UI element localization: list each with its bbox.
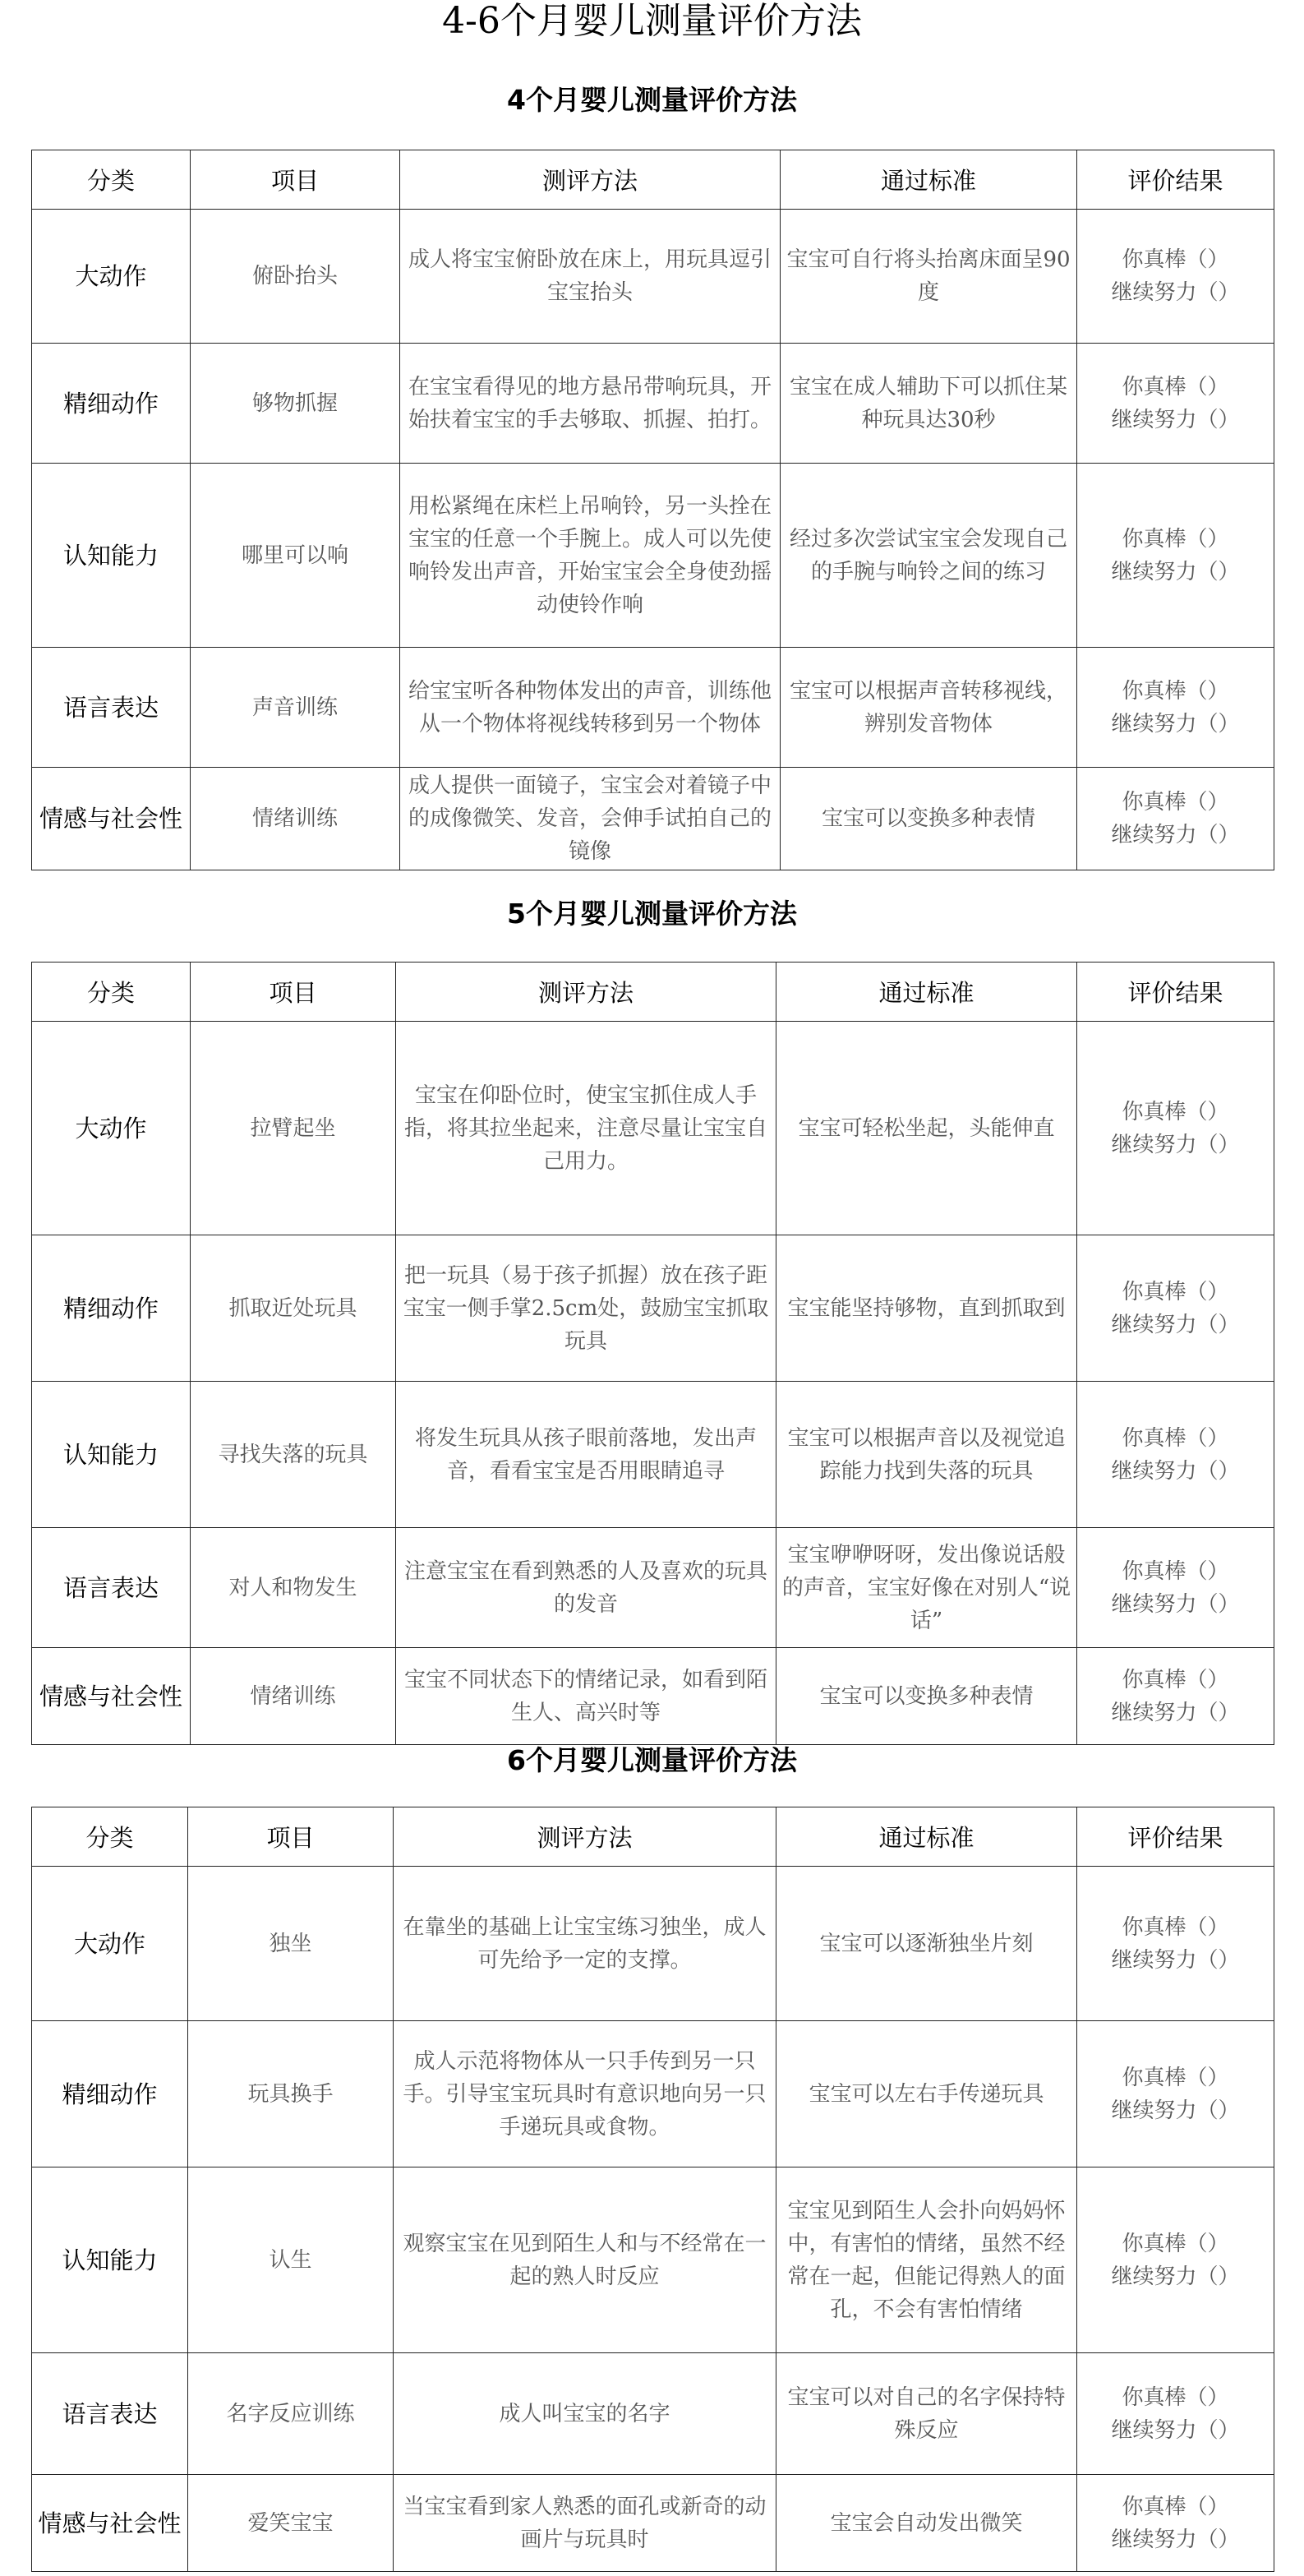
result-good-option: 你真棒（） [1122,2231,1229,2256]
result-cell [1077,2167,1274,2353]
standard-cell: 宝宝可以变换多种表情 [781,768,1077,870]
item-cell: 抓取近处玩具 [191,1235,396,1382]
method-cell: 成人示范将物体从一只手传到另一只手。引导宝宝玩具时有意识地向另一只手递玩具或食物。 [394,2021,776,2167]
header-item: 项目 [188,1807,394,1867]
result-good-option: 你真棒（） [1122,1667,1229,1692]
header-category: 分类 [32,150,191,210]
table-row [32,2353,1274,2475]
result-keep-option: 继续努力（） [1111,2417,1240,2443]
category-cell: 精细动作 [32,1235,191,1382]
category-cell: 精细动作 [32,2021,188,2167]
standard-cell: 宝宝可自行将头抬离床面呈90度 [781,210,1077,344]
item-cell: 名字反应训练 [188,2353,394,2475]
table-row [32,344,1274,464]
table-row [32,210,1274,344]
section-title-5-month: 5个月婴儿测量评价方法 [507,898,797,930]
document-title: 4-6个月婴儿测量评价方法 [442,0,862,42]
standard-cell: 宝宝可以对自己的名字保持特殊反应 [776,2353,1077,2475]
standard-cell: 宝宝能坚持够物，直到抓取到 [776,1235,1077,1382]
result-cell [1077,1235,1274,1382]
table-row [32,1382,1274,1528]
result-keep-option: 继续努力（） [1111,559,1240,584]
standard-cell: 宝宝可以根据声音转移视线，辨别发音物体 [781,648,1077,768]
result-keep-option: 继续努力（） [1111,1700,1240,1725]
result-keep-option: 继续努力（） [1111,1458,1240,1484]
table-header-row [32,963,1274,1022]
result-cell [1077,1382,1274,1528]
table-row [32,2167,1274,2353]
category-cell: 认知能力 [32,464,191,648]
category-cell: 语言表达 [32,2353,188,2475]
result-good-option: 你真棒（） [1122,2384,1229,2410]
result-good-option: 你真棒（） [1122,374,1229,399]
table-row [32,648,1274,768]
result-keep-option: 继续努力（） [1111,1312,1240,1337]
result-good-option: 你真棒（） [1122,2065,1229,2090]
header-method: 测评方法 [394,1807,776,1867]
result-keep-option: 继续努力（） [1111,2264,1240,2289]
result-good-option: 你真棒（） [1122,1279,1229,1304]
result-cell [1077,2475,1274,2572]
table-row [32,2021,1274,2167]
method-cell: 用松紧绳在床栏上吊响铃，另一头拴在宝宝的任意一个手腕上。成人可以先使响铃发出声音，开始宝宝会全身使劲摇动使铃作响 [400,464,781,648]
result-good-option: 你真棒（） [1122,790,1229,815]
header-result: 评价结果 [1077,963,1274,1022]
item-cell: 情绪训练 [191,768,400,870]
item-cell: 对人和物发生 [191,1528,396,1648]
section-title-4-month: 4个月婴儿测量评价方法 [507,84,797,116]
header-standard: 通过标准 [776,963,1077,1022]
category-cell: 情感与社会性 [32,768,191,870]
item-cell: 寻找失落的玩具 [191,1382,396,1528]
category-cell: 大动作 [32,1867,188,2021]
result-keep-option: 继续努力（） [1111,2527,1240,2552]
method-cell: 在靠坐的基础上让宝宝练习独坐，成人可先给予一定的支撑。 [394,1867,776,2021]
header-result: 评价结果 [1077,150,1274,210]
header-item: 项目 [191,150,400,210]
header-category: 分类 [32,1807,188,1867]
result-good-option: 你真棒（） [1122,1425,1229,1451]
result-good-option: 你真棒（） [1122,1099,1229,1124]
result-cell [1077,768,1274,870]
item-cell: 玩具换手 [188,2021,394,2167]
category-cell: 情感与社会性 [32,1648,191,1745]
standard-cell: 宝宝可以左右手传递玩具 [776,2021,1077,2167]
method-cell: 给宝宝听各种物体发出的声音，训练他从一个物体将视线转移到另一个物体 [400,648,781,768]
evaluation-table-6-month [31,1807,1274,2572]
method-cell: 把一玩具（易于孩子抓握）放在孩子距宝宝一侧手掌2.5cm处，鼓励宝宝抓取玩具 [396,1235,776,1382]
category-cell: 认知能力 [32,2167,188,2353]
standard-cell: 经过多次尝试宝宝会发现自己的手腕与响铃之间的练习 [781,464,1077,648]
method-cell: 宝宝在仰卧位时，使宝宝抓住成人手指，将其拉坐起来，注意尽量让宝宝自己用力。 [396,1022,776,1235]
category-cell: 大动作 [32,1022,191,1235]
result-cell [1077,1528,1274,1648]
method-cell: 在宝宝看得见的地方悬吊带响玩具，开始扶着宝宝的手去够取、抓握、拍打。 [400,344,781,464]
header-result: 评价结果 [1077,1807,1274,1867]
section-title-6-month: 6个月婴儿测量评价方法 [507,1744,797,1776]
table-row [32,1022,1274,1235]
result-cell [1077,1867,1274,2021]
table-row [32,1528,1274,1648]
result-good-option: 你真棒（） [1122,247,1229,272]
method-cell: 成人将宝宝俯卧放在床上，用玩具逗引宝宝抬头 [400,210,781,344]
table-row [32,1235,1274,1382]
result-good-option: 你真棒（） [1122,526,1229,552]
result-cell [1077,1648,1274,1745]
result-good-option: 你真棒（） [1122,2494,1229,2519]
result-cell [1077,2021,1274,2167]
category-cell: 情感与社会性 [32,2475,188,2572]
standard-cell: 宝宝见到陌生人会扑向妈妈怀中，有害怕的情绪，虽然不经常在一起，但能记得熟人的面孔，不会有害怕情绪 [776,2167,1077,2353]
item-cell: 独坐 [188,1867,394,2021]
table-row [32,768,1274,870]
table-row [32,2475,1274,2572]
method-cell: 成人提供一面镜子，宝宝会对着镜子中的成像微笑、发音，会伸手试拍自己的镜像 [400,768,781,870]
item-cell: 爱笑宝宝 [188,2475,394,2572]
result-keep-option: 继续努力（） [1111,711,1240,736]
result-good-option: 你真棒（） [1122,678,1229,704]
category-cell: 精细动作 [32,344,191,464]
result-keep-option: 继续努力（） [1111,1591,1240,1617]
result-keep-option: 继续努力（） [1111,407,1240,432]
result-cell [1077,1022,1274,1235]
standard-cell: 宝宝可轻松坐起，头能伸直 [776,1022,1077,1235]
evaluation-table-5-month [31,962,1274,1745]
header-category: 分类 [32,963,191,1022]
header-standard: 通过标准 [776,1807,1077,1867]
result-keep-option: 继续努力（） [1111,2098,1240,2123]
table-header-row [32,150,1274,210]
table-row [32,1648,1274,1745]
item-cell: 够物抓握 [191,344,400,464]
category-cell: 认知能力 [32,1382,191,1528]
evaluation-table-4-month [31,150,1274,870]
category-cell: 语言表达 [32,648,191,768]
standard-cell: 宝宝可以变换多种表情 [776,1648,1077,1745]
method-cell: 注意宝宝在看到熟悉的人及喜欢的玩具的发音 [396,1528,776,1648]
item-cell: 哪里可以响 [191,464,400,648]
item-cell: 声音训练 [191,648,400,768]
result-keep-option: 继续努力（） [1111,1132,1240,1157]
item-cell: 认生 [188,2167,394,2353]
table-row [32,1867,1274,2021]
result-keep-option: 继续努力（） [1111,1947,1240,1973]
result-good-option: 你真棒（） [1122,1558,1229,1584]
standard-cell: 宝宝可以根据声音以及视觉追踪能力找到失落的玩具 [776,1382,1077,1528]
item-cell: 情绪训练 [191,1648,396,1745]
method-cell: 观察宝宝在见到陌生人和与不经常在一起的熟人时反应 [394,2167,776,2353]
result-keep-option: 继续努力（） [1111,823,1240,847]
standard-cell: 宝宝可以逐渐独坐片刻 [776,1867,1077,2021]
table-row [32,464,1274,648]
method-cell: 成人叫宝宝的名字 [394,2353,776,2475]
category-cell: 语言表达 [32,1528,191,1648]
result-cell [1077,210,1274,344]
category-cell: 大动作 [32,210,191,344]
result-cell [1077,464,1274,648]
result-keep-option: 继续努力（） [1111,280,1240,305]
result-cell [1077,648,1274,768]
header-method: 测评方法 [400,150,781,210]
standard-cell: 宝宝咿咿呀呀，发出像说话般的声音，宝宝好像在对别人“说话” [776,1528,1077,1648]
method-cell: 当宝宝看到家人熟悉的面孔或新奇的动画片与玩具时 [394,2475,776,2572]
method-cell: 宝宝不同状态下的情绪记录，如看到陌生人、高兴时等 [396,1648,776,1745]
method-cell: 将发生玩具从孩子眼前落地，发出声音，看看宝宝是否用眼睛追寻 [396,1382,776,1528]
table-header-row [32,1807,1274,1867]
item-cell: 拉臂起坐 [191,1022,396,1235]
standard-cell: 宝宝在成人辅助下可以抓住某种玩具达30秒 [781,344,1077,464]
result-good-option: 你真棒（） [1122,1914,1229,1940]
header-standard: 通过标准 [781,150,1077,210]
standard-cell: 宝宝会自动发出微笑 [776,2475,1077,2572]
result-cell [1077,344,1274,464]
result-cell [1077,2353,1274,2475]
item-cell: 俯卧抬头 [191,210,400,344]
header-method: 测评方法 [396,963,776,1022]
header-item: 项目 [191,963,396,1022]
